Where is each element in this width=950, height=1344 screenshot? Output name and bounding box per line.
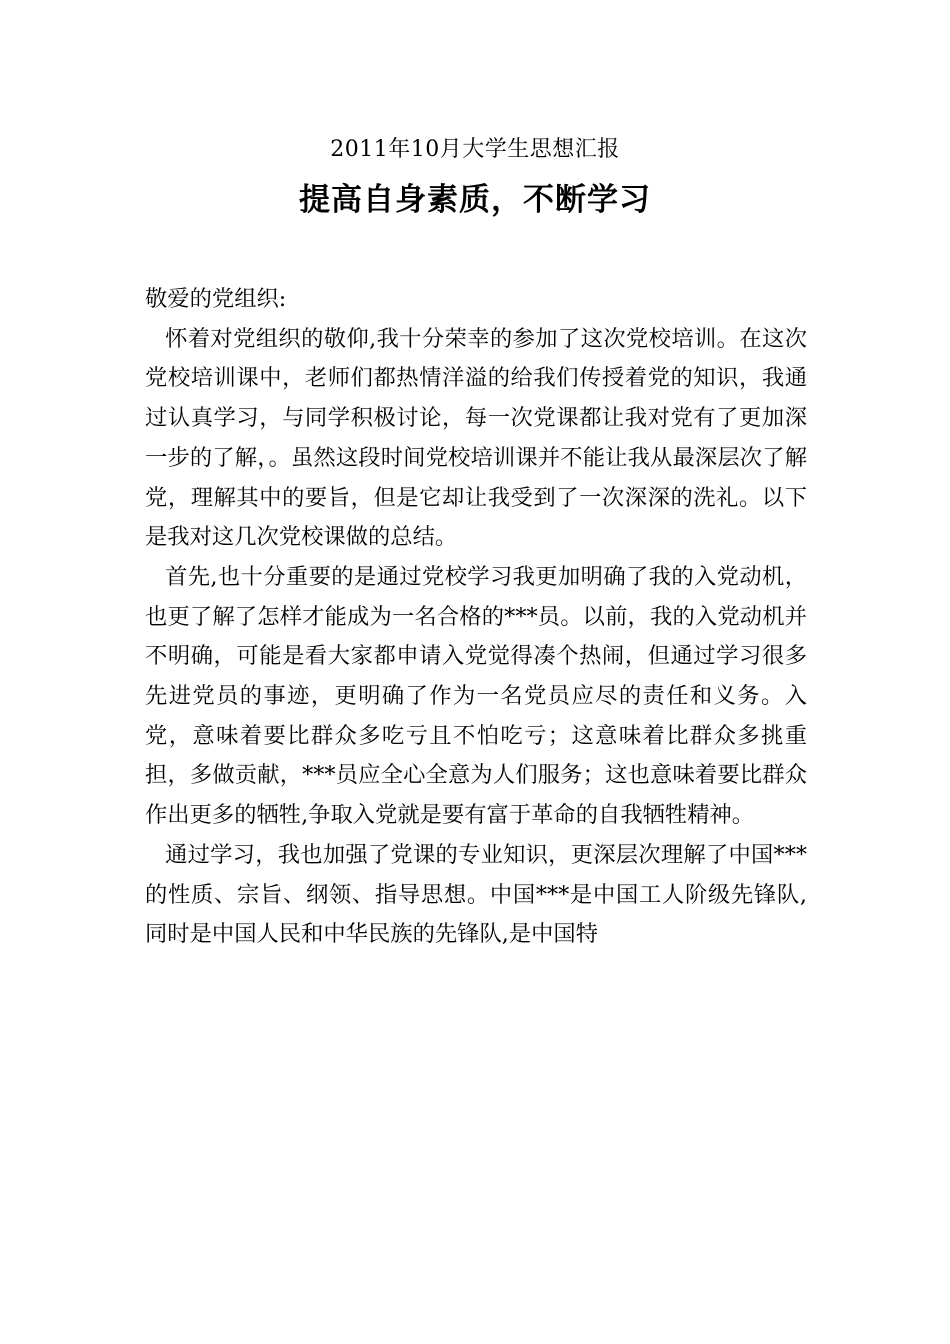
date-line: 2011年10月大学生思想汇报 bbox=[330, 137, 620, 162]
document-body bbox=[145, 280, 807, 955]
paragraph-2: 首先,也十分重要的是通过党校学习我更加明确了我的入党动机，也更了解了怎样才能成为一名合格的***员。以前，我的入党动机并不明确，可能是看大家都申请入党觉得凑个热闹，但通过学习很多先进党员的事迹，更明确了作为一名党员应尽的责任和义务。入党，意味着要比群众多吃亏且不怕吃亏；这意味着比群众多挑重担，多做贡献，***员应全心全意为人们服务；这也意味着要比群众作出更多的牺牲,争取入党就是要有富于革命的自我牺牲精神。 bbox=[145, 563, 807, 829]
document-title: 提高自身素质，不断学习 bbox=[299, 182, 651, 218]
salutation: 敬爱的党组织: bbox=[145, 286, 287, 312]
paragraph-1: 怀着对党组织的敬仰,我十分荣幸的参加了这次党校培训。在这次党校培训课中，老师们都热情洋溢的给我们传授着党的知识，我通过认真学习，与同学积极讨论，每一次党课都让我对党有了更加深一步的了解，。虽然这段时间党校培训课并不能让我从最深层次了解党，理解其中的要旨，但是它却让我受到了一次深深的洗礼。以下是我对这几次党校课做的总结。 bbox=[145, 325, 807, 551]
paragraph-3: 通过学习，我也加强了党课的专业知识，更深层次理解了中国***的性质、宗旨、纲领、指导思想。中国***是中国工人阶级先锋队,同时是中国人民和中华民族的先锋队,是中国特 bbox=[145, 841, 807, 948]
